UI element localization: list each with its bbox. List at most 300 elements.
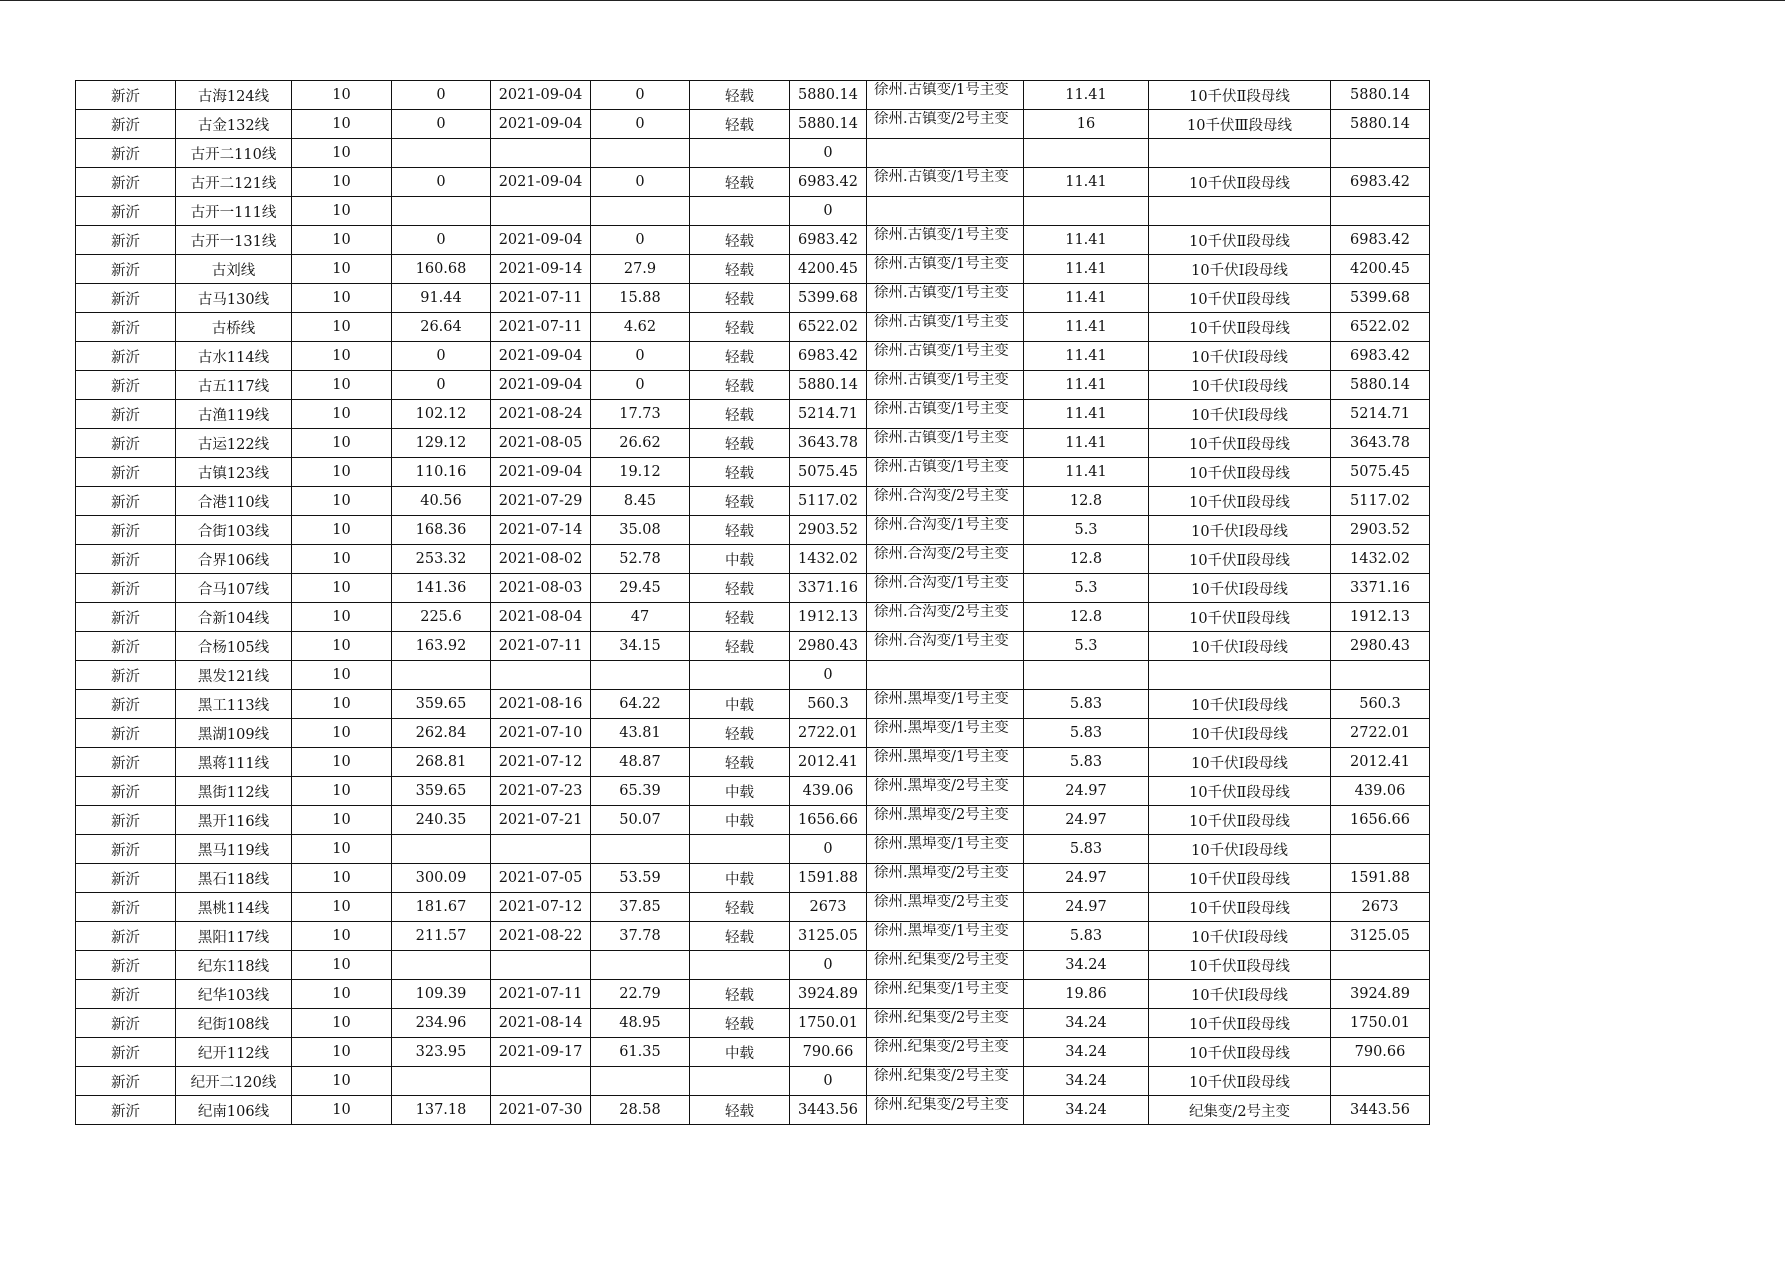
cell-busbar: 10千伏Ⅱ段母线 xyxy=(1149,893,1331,922)
cell-available-capacity: 3924.89 xyxy=(790,980,867,1009)
cell-available-capacity: 0 xyxy=(790,835,867,864)
cell-busbar: 10千伏Ⅰ段母线 xyxy=(1149,748,1331,777)
cell-voltage: 10 xyxy=(292,719,392,748)
cell-district: 新沂 xyxy=(76,487,176,516)
cell-substation-transformer xyxy=(867,313,1024,342)
cell-transformer-load-rate: 12.8 xyxy=(1024,487,1149,516)
cell-line-name: 纪华103线 xyxy=(176,980,292,1009)
cell-available-capacity: 6983.42 xyxy=(790,342,867,371)
cell-line-name: 古桥线 xyxy=(176,313,292,342)
cell-load-rate: 22.79 xyxy=(591,980,690,1009)
cell-line-name: 古运122线 xyxy=(176,429,292,458)
cell-line-name: 合街103线 xyxy=(176,516,292,545)
cell-load-status: 轻载 xyxy=(690,719,790,748)
cell-substation-transformer xyxy=(867,487,1024,516)
table-row xyxy=(76,980,1430,1009)
cell-max-load: 163.92 xyxy=(392,632,491,661)
cell-available-capacity: 1750.01 xyxy=(790,1009,867,1038)
cell-max-load: 40.56 xyxy=(392,487,491,516)
cell-line-name: 黑街112线 xyxy=(176,777,292,806)
cell-spare-capacity: 6983.42 xyxy=(1331,342,1430,371)
cell-load-status: 轻载 xyxy=(690,893,790,922)
cell-line-name: 黑桃114线 xyxy=(176,893,292,922)
cell-available-capacity: 2980.43 xyxy=(790,632,867,661)
cell-substation-transformer-text: 徐州.纪集变/1号主变 xyxy=(874,981,1009,997)
cell-max-load: 225.6 xyxy=(392,603,491,632)
cell-transformer-load-rate: 5.83 xyxy=(1024,719,1149,748)
cell-available-capacity: 4200.45 xyxy=(790,255,867,284)
cell-substation-transformer xyxy=(867,719,1024,748)
cell-load-rate: 37.78 xyxy=(591,922,690,951)
cell-line-name: 黑开116线 xyxy=(176,806,292,835)
cell-busbar: 10千伏Ⅰ段母线 xyxy=(1149,835,1331,864)
cell-busbar: 10千伏Ⅱ段母线 xyxy=(1149,429,1331,458)
table-row xyxy=(76,255,1430,284)
cell-busbar: 10千伏Ⅱ段母线 xyxy=(1149,458,1331,487)
cell-substation-transformer xyxy=(867,1038,1024,1067)
cell-district: 新沂 xyxy=(76,835,176,864)
cell-max-load-date xyxy=(491,139,591,168)
cell-load-status: 轻载 xyxy=(690,429,790,458)
cell-transformer-load-rate: 24.97 xyxy=(1024,777,1149,806)
cell-available-capacity: 6983.42 xyxy=(790,168,867,197)
cell-substation-transformer-text: 徐州.黑埠变/1号主变 xyxy=(874,720,1009,736)
cell-available-capacity: 0 xyxy=(790,139,867,168)
cell-busbar: 10千伏Ⅰ段母线 xyxy=(1149,342,1331,371)
cell-available-capacity: 439.06 xyxy=(790,777,867,806)
cell-spare-capacity: 5880.14 xyxy=(1331,110,1430,139)
cell-transformer-load-rate: 11.41 xyxy=(1024,342,1149,371)
cell-voltage: 10 xyxy=(292,1038,392,1067)
cell-available-capacity: 1656.66 xyxy=(790,806,867,835)
cell-district: 新沂 xyxy=(76,777,176,806)
cell-load-status xyxy=(690,197,790,226)
cell-substation-transformer-text: 徐州.黑埠变/2号主变 xyxy=(874,778,1009,794)
cell-substation-transformer-text xyxy=(874,662,1023,689)
cell-substation-transformer-text: 徐州.黑埠变/2号主变 xyxy=(874,807,1009,823)
cell-load-status: 轻载 xyxy=(690,284,790,313)
cell-line-name: 古刘线 xyxy=(176,255,292,284)
cell-max-load-date: 2021-09-04 xyxy=(491,226,591,255)
cell-district: 新沂 xyxy=(76,516,176,545)
cell-available-capacity: 0 xyxy=(790,1067,867,1096)
cell-district: 新沂 xyxy=(76,168,176,197)
cell-line-name: 纪南106线 xyxy=(176,1096,292,1125)
feeder-load-table xyxy=(75,80,1430,1125)
cell-transformer-load-rate: 34.24 xyxy=(1024,1009,1149,1038)
cell-max-load-date: 2021-08-05 xyxy=(491,429,591,458)
cell-transformer-load-rate: 24.97 xyxy=(1024,864,1149,893)
cell-available-capacity: 5214.71 xyxy=(790,400,867,429)
cell-substation-transformer xyxy=(867,371,1024,400)
cell-substation-transformer xyxy=(867,806,1024,835)
cell-max-load-date: 2021-07-23 xyxy=(491,777,591,806)
cell-load-status: 轻载 xyxy=(690,980,790,1009)
cell-spare-capacity xyxy=(1331,197,1430,226)
cell-max-load-date xyxy=(491,1067,591,1096)
cell-voltage: 10 xyxy=(292,516,392,545)
cell-spare-capacity: 2722.01 xyxy=(1331,719,1430,748)
cell-substation-transformer xyxy=(867,1067,1024,1096)
cell-substation-transformer xyxy=(867,342,1024,371)
cell-spare-capacity: 5075.45 xyxy=(1331,458,1430,487)
cell-line-name: 纪东118线 xyxy=(176,951,292,980)
cell-available-capacity: 790.66 xyxy=(790,1038,867,1067)
cell-voltage: 10 xyxy=(292,371,392,400)
cell-substation-transformer-text xyxy=(874,140,1023,167)
cell-max-load-date: 2021-08-02 xyxy=(491,545,591,574)
cell-substation-transformer xyxy=(867,864,1024,893)
cell-available-capacity: 6983.42 xyxy=(790,226,867,255)
cell-spare-capacity: 5399.68 xyxy=(1331,284,1430,313)
cell-line-name: 合杨105线 xyxy=(176,632,292,661)
cell-busbar: 10千伏Ⅱ段母线 xyxy=(1149,226,1331,255)
cell-line-name: 古金132线 xyxy=(176,110,292,139)
cell-load-rate: 19.12 xyxy=(591,458,690,487)
cell-line-name: 古海124线 xyxy=(176,81,292,110)
cell-line-name: 纪街108线 xyxy=(176,1009,292,1038)
table-row xyxy=(76,168,1430,197)
cell-max-load-date xyxy=(491,835,591,864)
table-row xyxy=(76,1038,1430,1067)
cell-substation-transformer-text: 徐州.古镇变/1号主变 xyxy=(874,285,1009,301)
cell-district: 新沂 xyxy=(76,110,176,139)
cell-spare-capacity: 5880.14 xyxy=(1331,371,1430,400)
cell-load-status xyxy=(690,139,790,168)
cell-district: 新沂 xyxy=(76,371,176,400)
table-row xyxy=(76,313,1430,342)
table-row xyxy=(76,226,1430,255)
cell-busbar: 10千伏Ⅰ段母线 xyxy=(1149,719,1331,748)
cell-max-load-date: 2021-07-30 xyxy=(491,1096,591,1125)
cell-busbar xyxy=(1149,197,1331,226)
table-row xyxy=(76,371,1430,400)
table-row xyxy=(76,516,1430,545)
cell-load-status: 轻载 xyxy=(690,632,790,661)
cell-max-load-date: 2021-07-10 xyxy=(491,719,591,748)
cell-substation-transformer xyxy=(867,516,1024,545)
table-row xyxy=(76,1096,1430,1125)
cell-line-name: 合马107线 xyxy=(176,574,292,603)
cell-load-rate: 27.9 xyxy=(591,255,690,284)
cell-max-load-date: 2021-07-11 xyxy=(491,313,591,342)
cell-spare-capacity xyxy=(1331,835,1430,864)
cell-voltage: 10 xyxy=(292,1067,392,1096)
cell-substation-transformer-text: 徐州.合沟变/2号主变 xyxy=(874,488,1009,504)
cell-spare-capacity: 439.06 xyxy=(1331,777,1430,806)
cell-spare-capacity xyxy=(1331,139,1430,168)
cell-load-status: 中载 xyxy=(690,806,790,835)
cell-district: 新沂 xyxy=(76,574,176,603)
table-row xyxy=(76,603,1430,632)
cell-max-load-date: 2021-09-04 xyxy=(491,458,591,487)
cell-substation-transformer xyxy=(867,400,1024,429)
cell-spare-capacity xyxy=(1331,951,1430,980)
cell-spare-capacity: 3924.89 xyxy=(1331,980,1430,1009)
cell-max-load-date: 2021-09-04 xyxy=(491,342,591,371)
cell-voltage: 10 xyxy=(292,777,392,806)
cell-voltage: 10 xyxy=(292,197,392,226)
table-row xyxy=(76,197,1430,226)
cell-transformer-load-rate: 12.8 xyxy=(1024,603,1149,632)
cell-available-capacity: 1432.02 xyxy=(790,545,867,574)
cell-max-load: 323.95 xyxy=(392,1038,491,1067)
table-row xyxy=(76,1009,1430,1038)
cell-substation-transformer-text: 徐州.古镇变/1号主变 xyxy=(874,169,1009,185)
cell-district: 新沂 xyxy=(76,922,176,951)
cell-busbar: 10千伏Ⅱ段母线 xyxy=(1149,487,1331,516)
cell-transformer-load-rate: 5.3 xyxy=(1024,516,1149,545)
cell-load-rate: 0 xyxy=(591,168,690,197)
cell-load-status: 轻载 xyxy=(690,226,790,255)
cell-substation-transformer-text: 徐州.合沟变/1号主变 xyxy=(874,517,1009,533)
cell-load-rate xyxy=(591,197,690,226)
cell-voltage: 10 xyxy=(292,1096,392,1125)
table-row xyxy=(76,81,1430,110)
cell-max-load-date: 2021-09-04 xyxy=(491,168,591,197)
cell-load-rate: 43.81 xyxy=(591,719,690,748)
cell-transformer-load-rate: 5.3 xyxy=(1024,632,1149,661)
cell-busbar: 10千伏Ⅱ段母线 xyxy=(1149,168,1331,197)
cell-substation-transformer xyxy=(867,893,1024,922)
table-row xyxy=(76,574,1430,603)
cell-max-load: 160.68 xyxy=(392,255,491,284)
cell-substation-transformer xyxy=(867,458,1024,487)
cell-voltage: 10 xyxy=(292,806,392,835)
cell-substation-transformer-text: 徐州.纪集变/2号主变 xyxy=(874,1097,1009,1113)
cell-max-load-date: 2021-07-11 xyxy=(491,284,591,313)
cell-available-capacity: 6522.02 xyxy=(790,313,867,342)
cell-busbar: 10千伏Ⅱ段母线 xyxy=(1149,1038,1331,1067)
cell-load-rate: 53.59 xyxy=(591,864,690,893)
cell-substation-transformer-text: 徐州.黑埠变/2号主变 xyxy=(874,894,1009,910)
cell-transformer-load-rate: 16 xyxy=(1024,110,1149,139)
cell-substation-transformer-text: 徐州.黑埠变/2号主变 xyxy=(874,865,1009,881)
cell-voltage: 10 xyxy=(292,1009,392,1038)
cell-max-load-date xyxy=(491,661,591,690)
cell-district: 新沂 xyxy=(76,226,176,255)
cell-district: 新沂 xyxy=(76,661,176,690)
cell-transformer-load-rate: 24.97 xyxy=(1024,893,1149,922)
cell-max-load-date: 2021-09-04 xyxy=(491,110,591,139)
cell-max-load: 129.12 xyxy=(392,429,491,458)
cell-substation-transformer xyxy=(867,603,1024,632)
cell-substation-transformer xyxy=(867,284,1024,313)
cell-voltage: 10 xyxy=(292,487,392,516)
table-row xyxy=(76,487,1430,516)
cell-busbar: 10千伏Ⅰ段母线 xyxy=(1149,922,1331,951)
cell-available-capacity: 5117.02 xyxy=(790,487,867,516)
cell-line-name: 合新104线 xyxy=(176,603,292,632)
cell-busbar: 10千伏Ⅰ段母线 xyxy=(1149,574,1331,603)
cell-district: 新沂 xyxy=(76,1067,176,1096)
cell-substation-transformer xyxy=(867,255,1024,284)
table-body xyxy=(76,81,1430,1125)
cell-spare-capacity: 4200.45 xyxy=(1331,255,1430,284)
cell-available-capacity: 1912.13 xyxy=(790,603,867,632)
cell-max-load-date: 2021-07-12 xyxy=(491,893,591,922)
cell-substation-transformer-text: 徐州.古镇变/1号主变 xyxy=(874,401,1009,417)
cell-line-name: 合界106线 xyxy=(176,545,292,574)
cell-spare-capacity: 5117.02 xyxy=(1331,487,1430,516)
cell-transformer-load-rate: 34.24 xyxy=(1024,1038,1149,1067)
cell-max-load: 141.36 xyxy=(392,574,491,603)
cell-spare-capacity: 3443.56 xyxy=(1331,1096,1430,1125)
cell-voltage: 10 xyxy=(292,342,392,371)
cell-max-load: 181.67 xyxy=(392,893,491,922)
cell-available-capacity: 3125.05 xyxy=(790,922,867,951)
cell-available-capacity: 560.3 xyxy=(790,690,867,719)
cell-line-name: 古镇123线 xyxy=(176,458,292,487)
cell-load-status: 轻载 xyxy=(690,748,790,777)
table-row xyxy=(76,284,1430,313)
cell-busbar: 10千伏Ⅱ段母线 xyxy=(1149,777,1331,806)
cell-max-load xyxy=(392,835,491,864)
cell-spare-capacity: 2012.41 xyxy=(1331,748,1430,777)
cell-load-status: 轻载 xyxy=(690,313,790,342)
table-row xyxy=(76,545,1430,574)
cell-district: 新沂 xyxy=(76,1038,176,1067)
cell-spare-capacity: 1750.01 xyxy=(1331,1009,1430,1038)
cell-spare-capacity: 790.66 xyxy=(1331,1038,1430,1067)
cell-spare-capacity: 1591.88 xyxy=(1331,864,1430,893)
cell-max-load-date: 2021-07-05 xyxy=(491,864,591,893)
cell-max-load: 0 xyxy=(392,342,491,371)
cell-spare-capacity: 2903.52 xyxy=(1331,516,1430,545)
cell-max-load: 359.65 xyxy=(392,690,491,719)
cell-substation-transformer xyxy=(867,922,1024,951)
cell-voltage: 10 xyxy=(292,458,392,487)
cell-line-name: 古马130线 xyxy=(176,284,292,313)
cell-district: 新沂 xyxy=(76,313,176,342)
cell-max-load: 26.64 xyxy=(392,313,491,342)
cell-max-load: 0 xyxy=(392,168,491,197)
cell-line-name: 黑湖109线 xyxy=(176,719,292,748)
cell-line-name: 黑马119线 xyxy=(176,835,292,864)
cell-load-rate: 47 xyxy=(591,603,690,632)
cell-load-rate xyxy=(591,139,690,168)
cell-load-status xyxy=(690,835,790,864)
cell-max-load: 0 xyxy=(392,81,491,110)
cell-load-rate: 64.22 xyxy=(591,690,690,719)
cell-voltage: 10 xyxy=(292,110,392,139)
cell-load-status: 中载 xyxy=(690,1038,790,1067)
cell-transformer-load-rate: 11.41 xyxy=(1024,458,1149,487)
cell-spare-capacity xyxy=(1331,1067,1430,1096)
cell-load-status: 轻载 xyxy=(690,1009,790,1038)
cell-substation-transformer-text: 徐州.古镇变/1号主变 xyxy=(874,343,1009,359)
cell-substation-transformer-text: 徐州.纪集变/2号主变 xyxy=(874,1010,1009,1026)
cell-line-name: 黑阳117线 xyxy=(176,922,292,951)
cell-busbar: 10千伏Ⅱ段母线 xyxy=(1149,545,1331,574)
cell-transformer-load-rate xyxy=(1024,197,1149,226)
cell-substation-transformer xyxy=(867,661,1024,690)
cell-transformer-load-rate: 11.41 xyxy=(1024,313,1149,342)
cell-max-load-date: 2021-09-17 xyxy=(491,1038,591,1067)
cell-transformer-load-rate: 11.41 xyxy=(1024,255,1149,284)
cell-substation-transformer xyxy=(867,110,1024,139)
cell-voltage: 10 xyxy=(292,81,392,110)
cell-load-rate: 0 xyxy=(591,226,690,255)
cell-substation-transformer xyxy=(867,748,1024,777)
cell-substation-transformer-text: 徐州.古镇变/1号主变 xyxy=(874,227,1009,243)
cell-max-load-date: 2021-08-24 xyxy=(491,400,591,429)
cell-available-capacity: 2722.01 xyxy=(790,719,867,748)
table-row xyxy=(76,719,1430,748)
cell-busbar: 10千伏Ⅱ段母线 xyxy=(1149,864,1331,893)
cell-busbar: 10千伏Ⅱ段母线 xyxy=(1149,951,1331,980)
cell-spare-capacity: 6522.02 xyxy=(1331,313,1430,342)
cell-load-status: 轻载 xyxy=(690,516,790,545)
cell-load-status: 轻载 xyxy=(690,458,790,487)
cell-max-load: 253.32 xyxy=(392,545,491,574)
cell-voltage: 10 xyxy=(292,429,392,458)
cell-substation-transformer xyxy=(867,139,1024,168)
cell-substation-transformer-text: 徐州.黑埠变/1号主变 xyxy=(874,923,1009,939)
cell-load-rate: 34.15 xyxy=(591,632,690,661)
cell-max-load xyxy=(392,139,491,168)
cell-spare-capacity: 3371.16 xyxy=(1331,574,1430,603)
cell-load-status: 轻载 xyxy=(690,400,790,429)
cell-voltage: 10 xyxy=(292,284,392,313)
cell-load-status: 中载 xyxy=(690,864,790,893)
cell-voltage: 10 xyxy=(292,980,392,1009)
cell-available-capacity: 3371.16 xyxy=(790,574,867,603)
cell-max-load-date: 2021-07-29 xyxy=(491,487,591,516)
cell-voltage: 10 xyxy=(292,632,392,661)
cell-voltage: 10 xyxy=(292,951,392,980)
cell-substation-transformer xyxy=(867,574,1024,603)
cell-busbar: 10千伏Ⅱ段母线 xyxy=(1149,313,1331,342)
cell-spare-capacity: 2673 xyxy=(1331,893,1430,922)
cell-load-rate: 0 xyxy=(591,110,690,139)
cell-spare-capacity: 1912.13 xyxy=(1331,603,1430,632)
cell-max-load-date: 2021-07-14 xyxy=(491,516,591,545)
cell-busbar: 10千伏Ⅱ段母线 xyxy=(1149,603,1331,632)
cell-transformer-load-rate: 5.3 xyxy=(1024,574,1149,603)
cell-max-load: 91.44 xyxy=(392,284,491,313)
cell-substation-transformer xyxy=(867,980,1024,1009)
cell-line-name: 黑发121线 xyxy=(176,661,292,690)
table-row xyxy=(76,632,1430,661)
cell-substation-transformer xyxy=(867,168,1024,197)
cell-substation-transformer-text: 徐州.黑埠变/1号主变 xyxy=(874,691,1009,707)
cell-busbar: 10千伏Ⅰ段母线 xyxy=(1149,371,1331,400)
cell-busbar: 10千伏Ⅰ段母线 xyxy=(1149,980,1331,1009)
cell-load-rate: 0 xyxy=(591,371,690,400)
cell-district: 新沂 xyxy=(76,806,176,835)
table-row xyxy=(76,893,1430,922)
cell-substation-transformer-text: 徐州.纪集变/2号主变 xyxy=(874,1039,1009,1055)
cell-load-rate: 29.45 xyxy=(591,574,690,603)
cell-spare-capacity: 5880.14 xyxy=(1331,81,1430,110)
cell-max-load xyxy=(392,197,491,226)
cell-district: 新沂 xyxy=(76,1009,176,1038)
cell-voltage: 10 xyxy=(292,922,392,951)
cell-substation-transformer-text xyxy=(874,198,1023,225)
cell-max-load: 102.12 xyxy=(392,400,491,429)
cell-district: 新沂 xyxy=(76,139,176,168)
cell-line-name: 黑蒋111线 xyxy=(176,748,292,777)
cell-voltage: 10 xyxy=(292,313,392,342)
cell-load-rate: 8.45 xyxy=(591,487,690,516)
cell-substation-transformer-text: 徐州.合沟变/2号主变 xyxy=(874,604,1009,620)
cell-voltage: 10 xyxy=(292,400,392,429)
cell-max-load-date: 2021-08-04 xyxy=(491,603,591,632)
cell-spare-capacity: 1432.02 xyxy=(1331,545,1430,574)
table-row xyxy=(76,922,1430,951)
cell-available-capacity: 0 xyxy=(790,661,867,690)
